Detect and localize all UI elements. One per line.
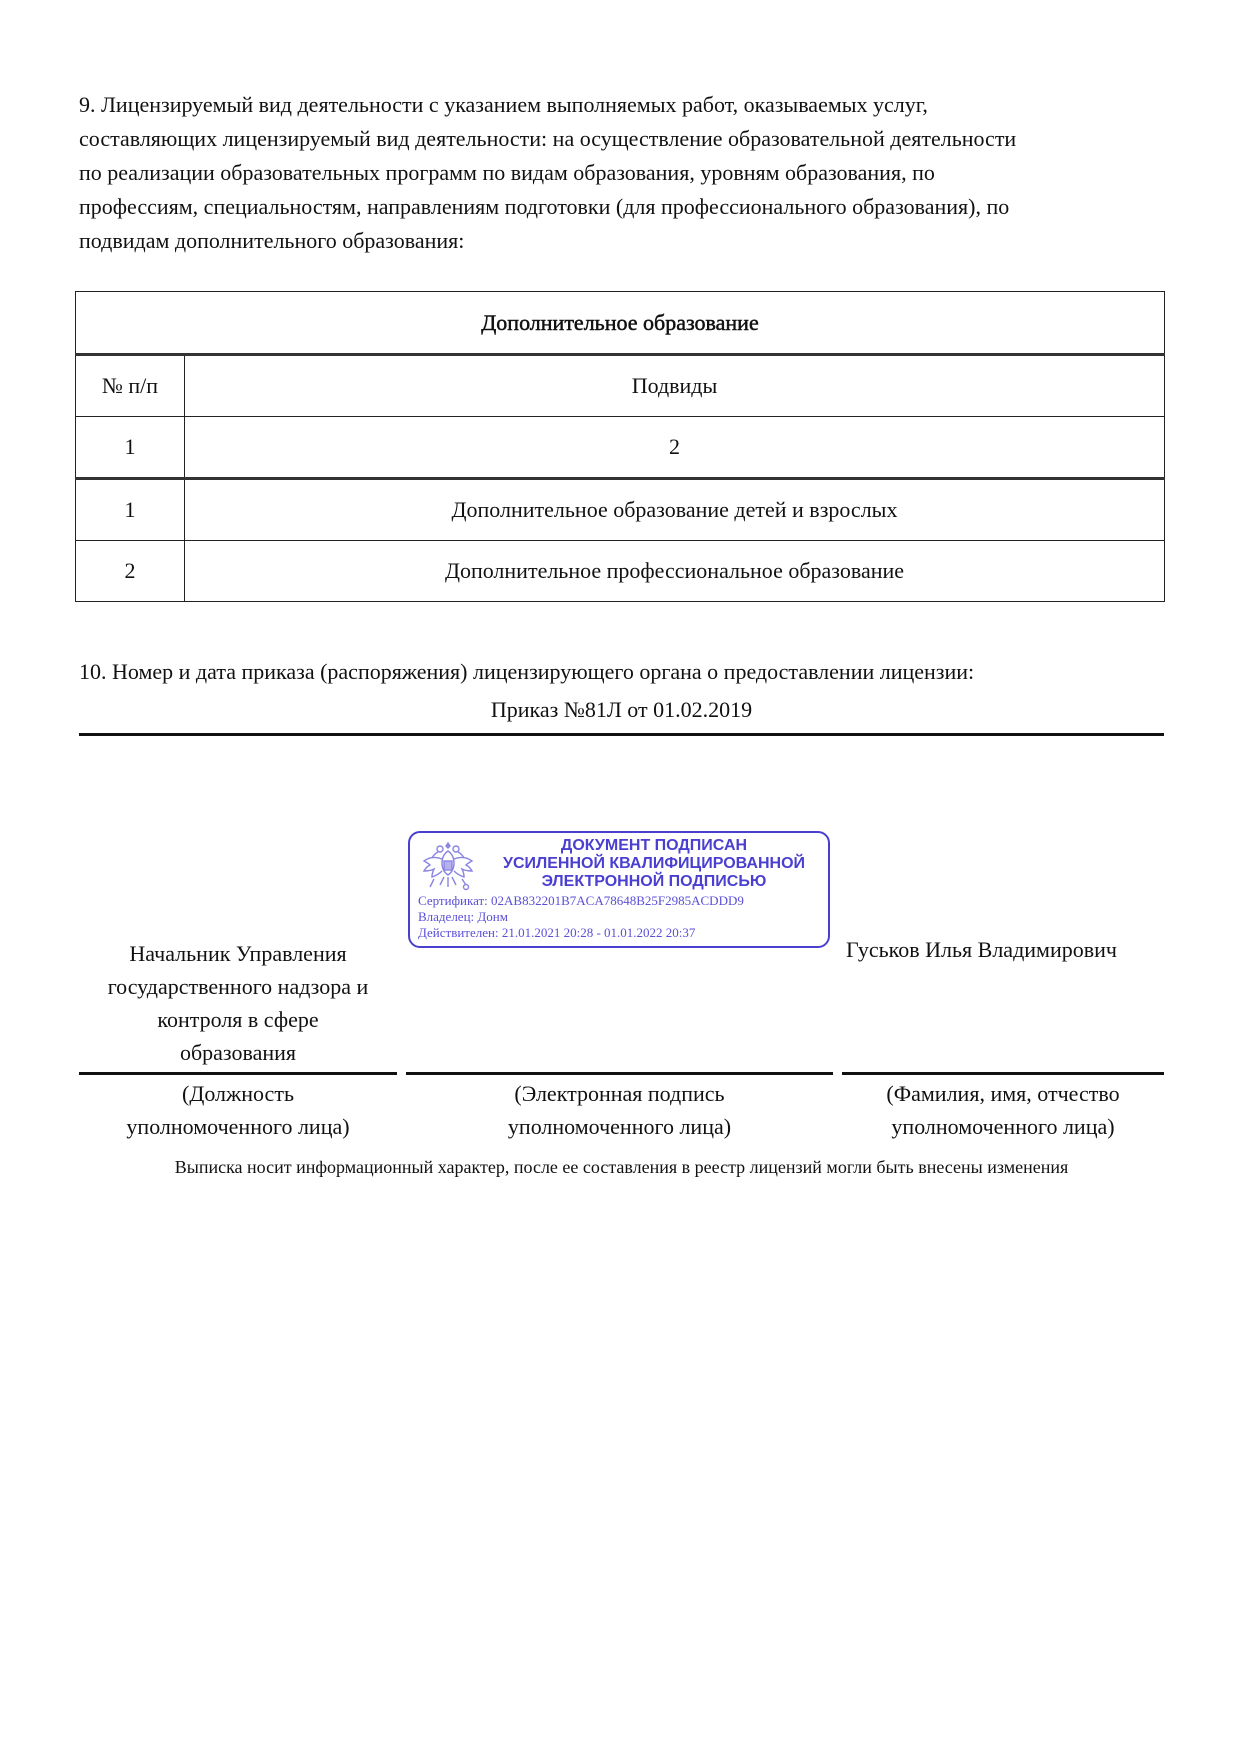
column-index-2: 2 bbox=[185, 417, 1165, 479]
certificate-id: Сертификат: 02AB832201B7ACA78648B25F2985ACDDD9 bbox=[418, 893, 744, 908]
signatory-name: Гуськов Илья Владимирович bbox=[846, 937, 1117, 962]
section-9-line: по реализации образовательных программ по видам образования, уровням образования, по bbox=[79, 160, 935, 185]
section-9-line: подвидам дополнительного образования: bbox=[79, 228, 465, 253]
section-9-line: 9. Лицензируемый вид деятельности с указанием выполняемых работ, оказываемых услуг, bbox=[79, 92, 928, 117]
stamp-title-line: ДОКУМЕНТ ПОДПИСАН bbox=[560, 837, 748, 854]
caption-line: (Фамилия, имя, отчество bbox=[886, 1081, 1120, 1106]
caption-line: (Электронная подпись bbox=[514, 1081, 725, 1106]
caption-line: уполномоченного лица) bbox=[891, 1114, 1115, 1139]
order-number: Приказ №81Л от 01.02.2019 bbox=[490, 697, 753, 722]
position-line: Начальник Управления bbox=[129, 941, 347, 966]
table-row bbox=[76, 541, 1165, 602]
stamp-title bbox=[482, 837, 826, 891]
table-row bbox=[76, 479, 1165, 541]
position-line: образования bbox=[179, 1040, 297, 1065]
section-9-line: составляющих лицензируемый вид деятельности: на осуществление образовательной деятельности bbox=[79, 126, 1017, 151]
section-9-line: профессиям, специальностям, направлениям подготовки (для профессионального образования), по bbox=[79, 194, 1010, 219]
certificate-owner: Владелец: Донм bbox=[418, 909, 508, 924]
certificate-validity: Действителен: 21.01.2021 20:28 - 01.01.2022 20:37 bbox=[418, 925, 696, 940]
table-caption: Дополнительное образование bbox=[76, 292, 1165, 355]
header-subtypes: Подвиды bbox=[185, 355, 1165, 417]
stamp-title-line: УСИЛЕННОЙ КВАЛИФИЦИРОВАННОЙ bbox=[502, 855, 806, 872]
row-subtype: Дополнительное образование детей и взрослых bbox=[185, 479, 1165, 541]
column-index-1: 1 bbox=[76, 417, 185, 479]
position-underline bbox=[79, 1072, 397, 1075]
section-10-label: 10. Номер и дата приказа (распоряжения) лицензирующего органа о предоставлении лицензии: bbox=[79, 659, 975, 684]
caption-line: (Должность bbox=[182, 1081, 294, 1106]
stamp-title-line: ЭЛЕКТРОННОЙ ПОДПИСЬЮ bbox=[541, 873, 767, 890]
signatory-position bbox=[79, 937, 397, 1069]
stamp-details bbox=[418, 893, 744, 941]
order-underline bbox=[79, 733, 1164, 736]
caption-line: уполномоченного лица) bbox=[126, 1114, 350, 1139]
footer-disclaimer: Выписка носит информационный характер, после ее составления в реестр лицензий могли быть внесены изменения bbox=[174, 1157, 1069, 1177]
caption-signature bbox=[406, 1077, 833, 1143]
row-number: 1 bbox=[76, 479, 185, 541]
caption-position bbox=[79, 1077, 397, 1143]
coat-of-arms-eagle-icon bbox=[420, 839, 476, 895]
row-subtype: Дополнительное профессиональное образование bbox=[185, 541, 1165, 602]
caption-line: уполномоченного лица) bbox=[507, 1114, 732, 1139]
section-9-paragraph bbox=[79, 88, 1169, 258]
position-line: контроля в сфере bbox=[157, 1007, 319, 1032]
signature-underline bbox=[406, 1072, 833, 1075]
additional-education-table bbox=[75, 291, 1165, 602]
row-number: 2 bbox=[76, 541, 185, 602]
caption-name bbox=[842, 1077, 1164, 1143]
position-line: государственного надзора и bbox=[107, 974, 369, 999]
electronic-signature-stamp bbox=[408, 831, 830, 948]
header-number: № п/п bbox=[76, 355, 185, 417]
name-underline bbox=[842, 1072, 1164, 1075]
